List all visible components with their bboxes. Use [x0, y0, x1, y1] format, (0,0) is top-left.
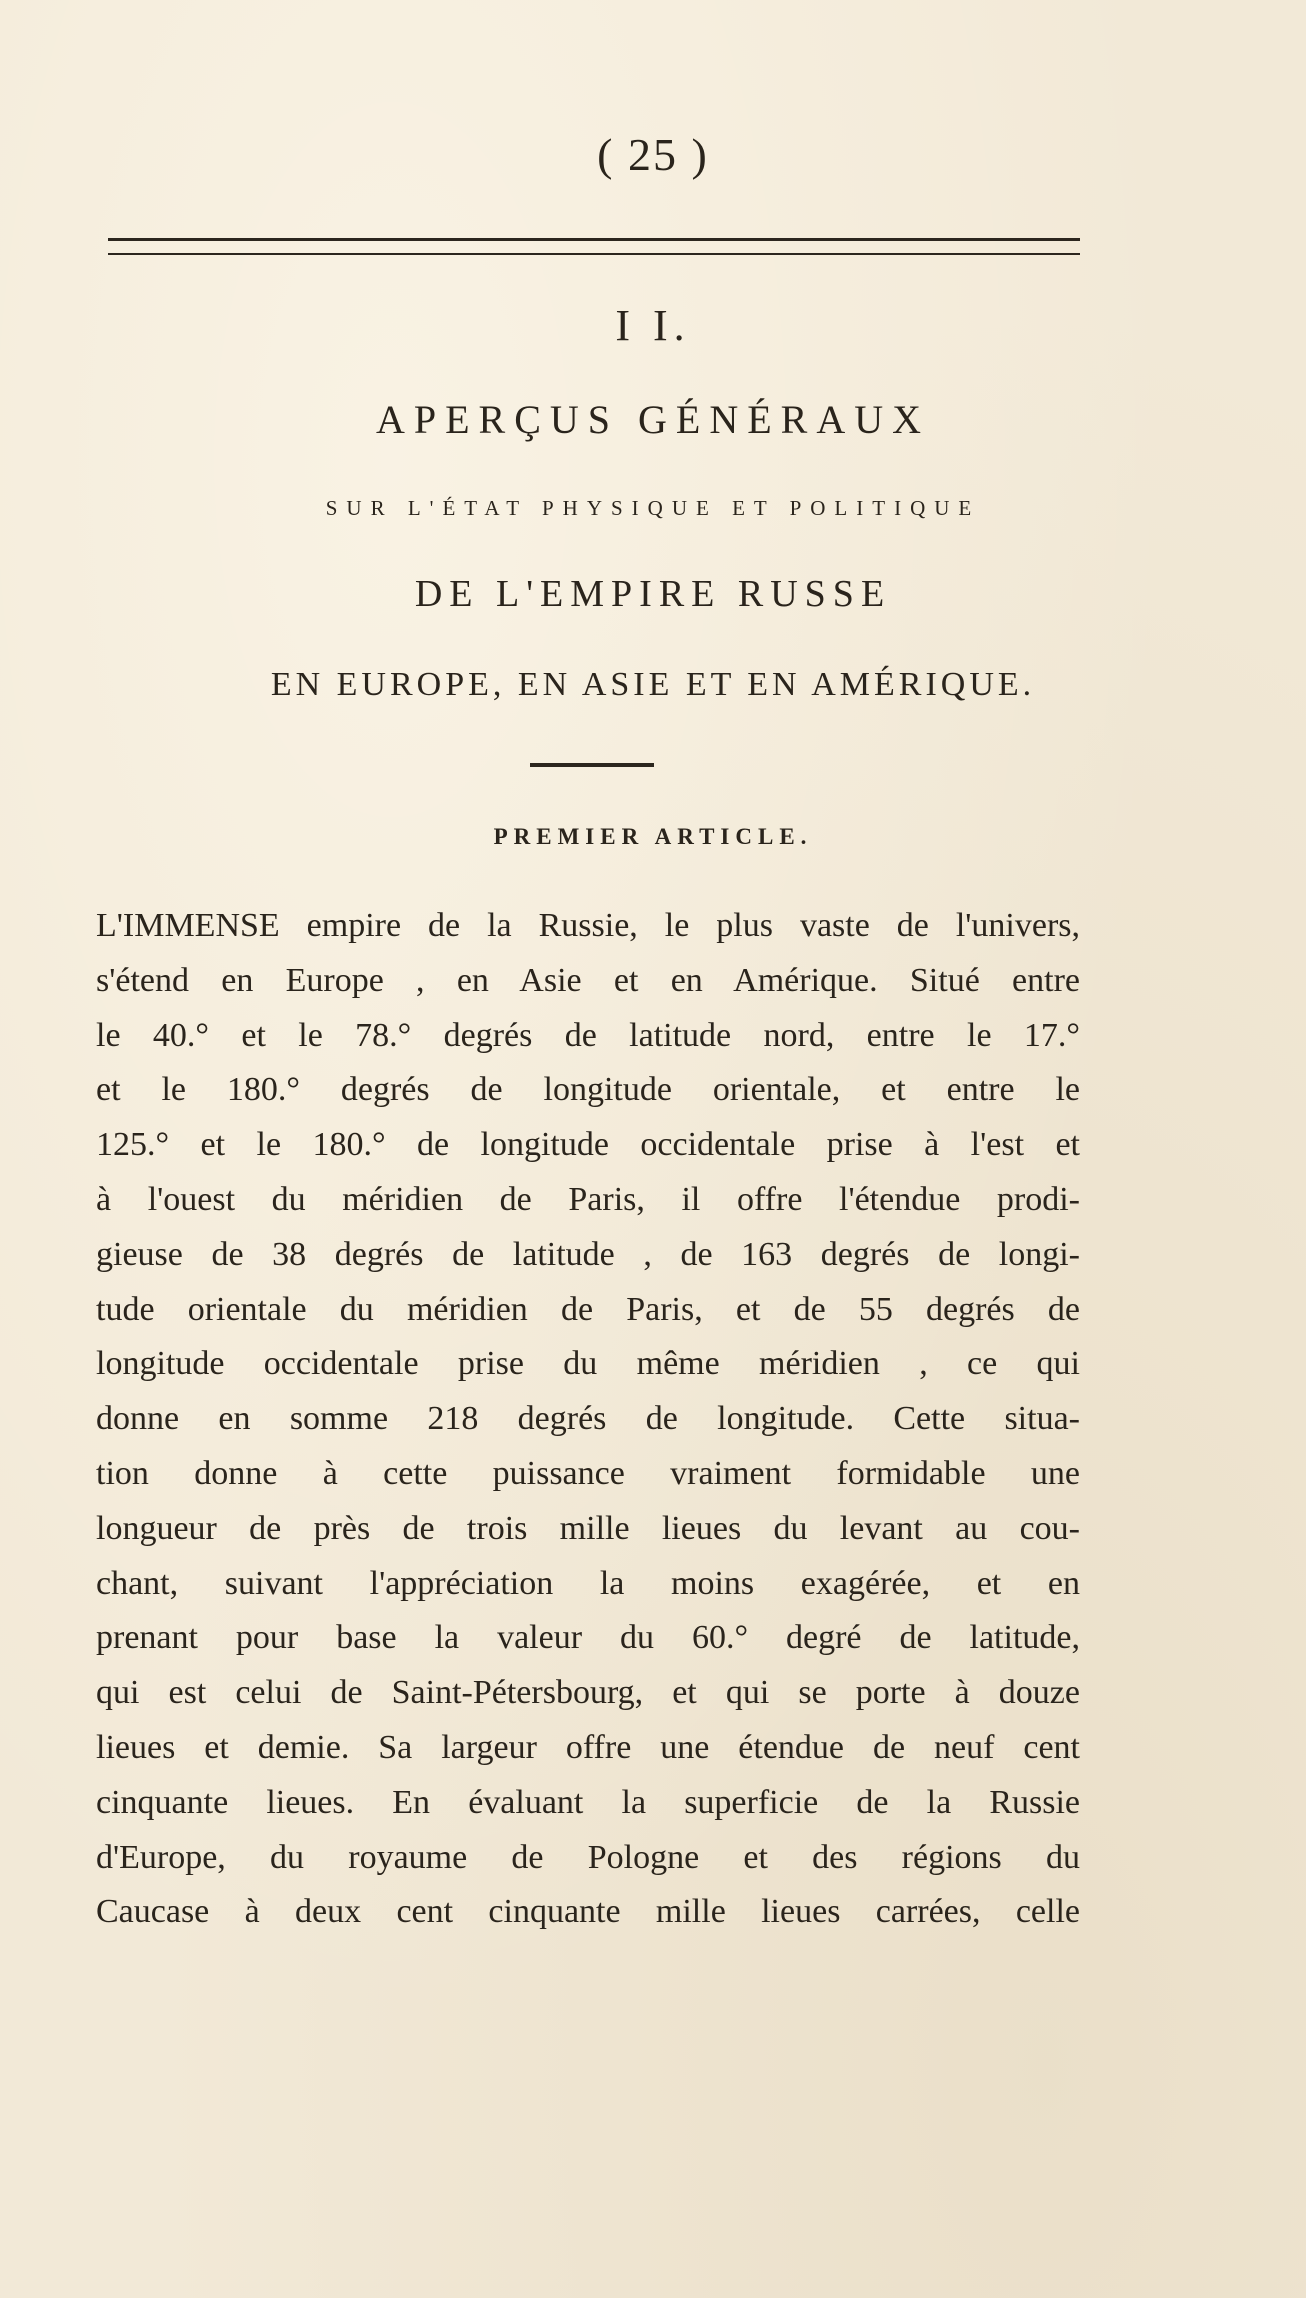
body-line: tude orientale du méridien de Paris, et de 55 degrés de	[96, 1290, 1080, 1328]
body-line-text: empire de la Russie, le plus vaste de l'univers,	[306, 907, 1081, 944]
body-line: à l'ouest du méridien de Paris, il offre l'étendue prodi-	[96, 1180, 1080, 1218]
body-line: tion donne à cette puissance vraiment formidable une	[96, 1454, 1080, 1492]
body-line: donne en somme 218 degrés de longitude. Cette situa-	[96, 1400, 1080, 1438]
body-line: le 40.° et le 78.° degrés de latitude nord, entre le 17.°	[96, 1016, 1080, 1054]
body-line	[96, 899, 1080, 954]
body-paragraph	[96, 899, 1080, 1940]
body-line: longueur de près de trois mille lieues du levant au cou-	[96, 1509, 1080, 1547]
body-line: lieues et demie. Sa largeur offre une étendue de neuf cent	[96, 1728, 1080, 1766]
body-line: qui est celui de Saint-Pétersbourg, et qui se porte à douze	[96, 1674, 1080, 1712]
body-line: gieuse de 38 degrés de latitude , de 163 degrés de longi-	[96, 1235, 1080, 1273]
title-line-3: DE L'EMPIRE RUSSE	[414, 573, 892, 615]
page-number: ( 25 )	[597, 129, 709, 180]
body-line: prenant pour base la valeur du 60.° degré de latitude,	[96, 1619, 1080, 1657]
title-separator-rule	[530, 763, 654, 767]
article-heading: PREMIER ARTICLE.	[493, 824, 813, 849]
title-line-1: APERÇUS GÉNÉRAUX	[375, 397, 931, 442]
body-line: Caucase à deux cent cinquante mille lieues carrées, celle	[96, 1893, 1080, 1931]
title-line-4: EN EUROPE, EN ASIE ET EN AMÉRIQUE.	[270, 666, 1036, 703]
body-line: 125.° et le 180.° de longitude occidentale prise à l'est et	[96, 1126, 1080, 1164]
title-line-2: SUR L'ÉTAT PHYSIQUE ET POLITIQUE	[325, 496, 981, 520]
body-line: s'étend en Europe , en Asie et en Amérique. Situé entre	[96, 961, 1080, 999]
body-line: et le 180.° degrés de longitude orientale, et entre le	[96, 1071, 1080, 1109]
section-number: I I.	[615, 301, 691, 350]
lead-in-word: L'IMMENSE	[96, 907, 280, 944]
body-line: cinquante lieues. En évaluant la superficie de la Russie	[96, 1783, 1080, 1821]
body-line: chant, suivant l'appréciation la moins exagérée, et en	[96, 1564, 1080, 1602]
body-line: d'Europe, du royaume de Pologne et des régions du	[96, 1838, 1080, 1876]
header-double-rule	[108, 238, 1080, 255]
body-line: longitude occidentale prise du même méridien , ce qui	[96, 1345, 1080, 1383]
